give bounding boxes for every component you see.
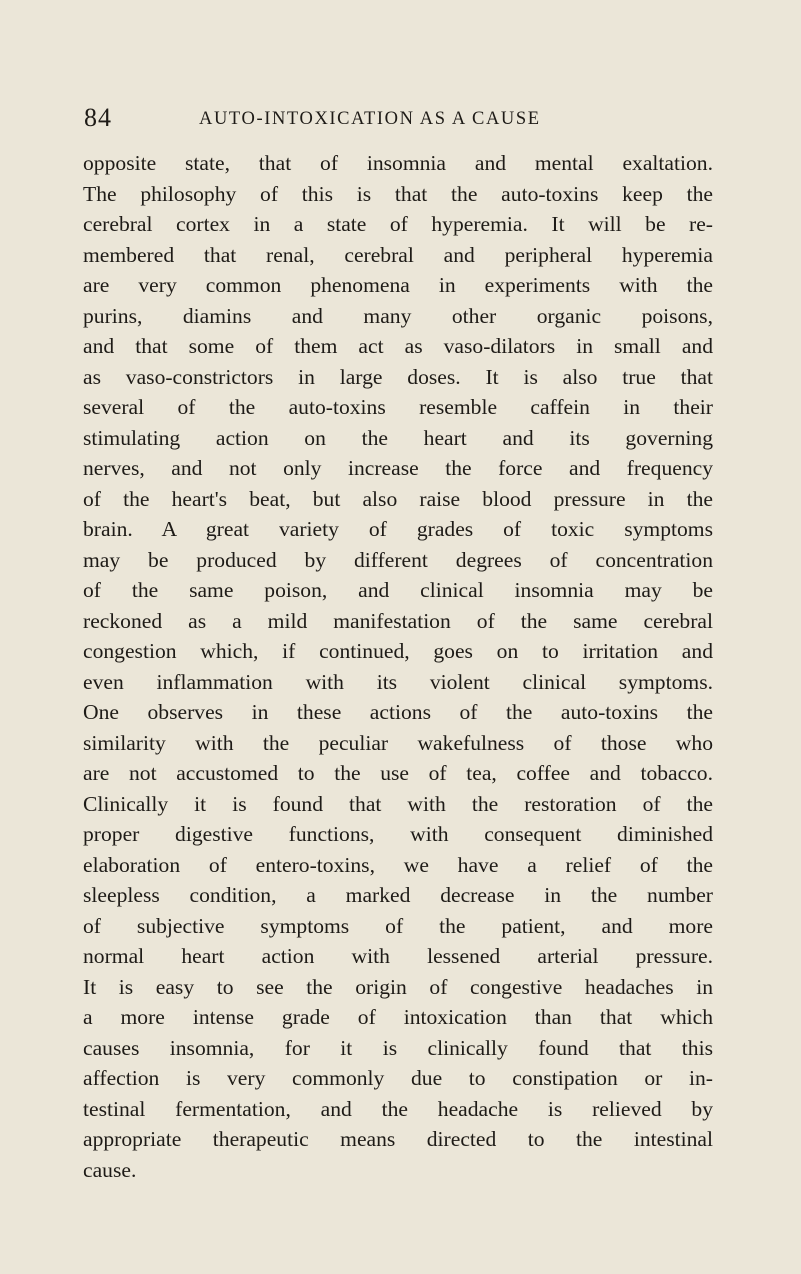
text-line: and that some of them act as vaso-dilators in small and [83, 334, 713, 358]
text-line: elaboration of entero-toxins, we have a relief of the [83, 852, 713, 877]
text-line: Clinically it is found that with the restoration of the [83, 791, 713, 816]
text-line: are very common phenomena in experiments with the [83, 273, 713, 297]
text-line: of subjective symptoms of the patient, and more [83, 913, 713, 938]
text-line: cerebral cortex in a state of hyperemia. It will be re- [83, 212, 713, 236]
text-line: may be produced by different degrees of concentration [83, 547, 713, 572]
text-line: brain. A great variety of grades of toxic symptoms [83, 517, 713, 541]
text-line: a more intense grade of intoxication than that which [83, 1005, 713, 1029]
text-line: causes insomnia, for it is clinically found that this [83, 1035, 713, 1060]
running-head [84, 103, 730, 133]
text-line: congestion which, if continued, goes on to irritation and [83, 639, 713, 663]
text-line: The philosophy of this is that the auto-toxins keep the [83, 181, 713, 206]
text-line: of the same poison, and clinical insomnia may be [83, 578, 713, 602]
text-line: as vaso-constrictors in large doses. It is also true that [83, 364, 713, 389]
text-line: normal heart action with lessened arterial pressure. [83, 944, 713, 968]
body-paragraph [83, 148, 713, 1185]
text-line: membered that renal, cerebral and peripheral hyperemia [83, 242, 713, 267]
text-line: stimulating action on the heart and its governing [83, 425, 713, 450]
text-line: purins, diamins and many other organic poisons, [83, 303, 713, 328]
running-title: AUTO-INTOXICATION AS A CAUSE [199, 109, 541, 129]
text-line: are not accustomed to the use of tea, coffee and tobacco. [83, 761, 713, 785]
text-line: affection is very commonly due to constipation or in- [83, 1066, 713, 1090]
text-line: nerves, and not only increase the force and frequency [83, 456, 713, 480]
text-line: even inflammation with its violent clinical symptoms. [83, 669, 713, 694]
text-line: of the heart's beat, but also raise blood pressure in the [83, 486, 713, 511]
text-line: One observes in these actions of the auto-toxins the [83, 700, 713, 724]
text-line: reckoned as a mild manifestation of the same cerebral [83, 608, 713, 633]
text-line: appropriate therapeutic means directed to the intestinal [83, 1127, 713, 1151]
text-line: It is easy to see the origin of congestive headaches in [83, 974, 713, 999]
text-line: several of the auto-toxins resemble caffein in their [83, 395, 713, 419]
text-line: testinal fermentation, and the headache is relieved by [83, 1096, 713, 1121]
text-line: similarity with the peculiar wakefulness of those who [83, 730, 713, 755]
page-number: 84 [84, 103, 112, 132]
text-line: opposite state, that of insomnia and mental exaltation. [83, 151, 713, 175]
text-line: proper digestive functions, with consequent diminished [83, 822, 713, 846]
text-line: cause. [83, 1157, 137, 1182]
text-line: sleepless condition, a marked decrease in the number [83, 883, 713, 907]
